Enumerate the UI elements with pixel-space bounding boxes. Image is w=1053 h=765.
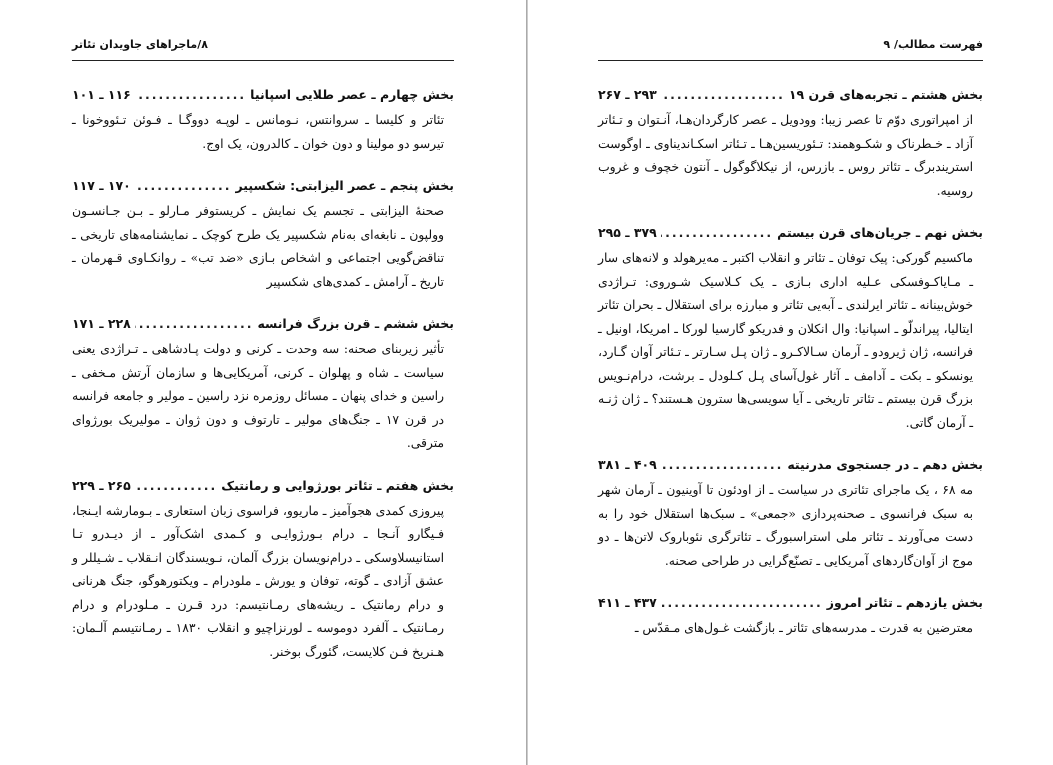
- running-head-right: فهرست مطالب/ ۹: [883, 38, 983, 51]
- left-page: [0, 0, 526, 765]
- section-body: از امپراتوری دوّم تا عصر زیبا: وودویل ـ عصر کارگردان‌هـا، آنـتوان و تـئاتر آزاد ـ خـطرناک و شکـوهمند: تـئوریسین‌هـا ـ تـئاتر اسکـاندیناوی ـ اوگوست استریندبرگ ـ تئاتر روس ـ بازرس، از نیکلاگوگول ـ آنتون خچوف و غروب روسیه.: [598, 113, 973, 198]
- toc-section: [598, 593, 983, 641]
- section-heading: [598, 593, 983, 613]
- section-body: پیروزی کمدی هجوآمیز ـ ماریوو، فراسوی زبان استعاری ـ بـومارشه ایـنجا، فـیگارو آنـجا ـ درام بـورژوایـی و کـمدی اشک‌آور ـ از دیـدرو تـا استانیسلاوسکی ـ درام‌نویسان بزرگ آلمان، نـویسندگان انـقلاب ـ شـیللر و عشق آزادی ـ گوته، توفان و یورش ـ ملودرام ـ ویکتورهوگو، جنگ هرنانی و درام رمانتیک ـ ریشه‌های رمـانتیسم: درد قـرن ـ مـلودرام و درام رمـانتیک ـ آلفرد دوموسه ـ لورنزاچیو و انقلاب ۱۸۳۰ ـ رمـانتیسم آلـمان: هـنریخ فـن کلایست، گئورگ بوخنر.: [72, 503, 444, 659]
- page-range: ۲۲۸ ـ ۱۷۱: [72, 316, 131, 331]
- page-range: ۲۶۵ ـ ۲۲۹: [72, 477, 131, 493]
- section-title: بخش هفتم ـ تئاتر بورژوایی و رمانتیک: [221, 477, 454, 493]
- section-body: معترضین به قدرت ـ مدرسه‌های تئاتر ـ بازگشت غـول‌های مـقدّس ـ: [634, 621, 973, 635]
- section-body: ماکسیم گورکی: پیک توفان ـ تئاتر و انقلاب اکتبر ـ مه‌یرهولد و لانه‌های سار ـ مـایاکـوفسکی عـلیه اداری بـازی ـ یک کـلاسیک شـوروی: تـراژدی خوش‌بینانه ـ تئاتر ایرلندی ـ آبه‌یی تئاتر و مبارزه برای استقلال ـ بحران تئاتر ایتالیا، پیراندلّو ـ اسپانیا: وال انکلان و فدریکو گارسیا لورکا ـ امریکا، اونیل ـ فرانسه، ژان ژیرودو ـ آرمان سـالاکـرو ـ ژان پـل سـارتر ـ تـئاتر آوان گـارد، یونسکو ـ بکت ـ آدامف ـ آثار غول‌آسای پـل کـلودل ـ برشت، درام‌نـویس بزرگ قرن بیستم ـ تئاتر تاریخی ـ آیا سویسی‌ها سترون هـستند؟ ـ ژان ژنـه ـ آرمان گاتی.: [598, 251, 973, 430]
- page-range: ۱۷۰ ـ ۱۱۷: [72, 178, 131, 193]
- leader-dots: [135, 85, 246, 105]
- right-page: [526, 0, 1053, 765]
- page-range: ۴۰۹ ـ ۳۸۱: [598, 457, 657, 472]
- page-range: ۱۱۶ ـ ۱۰۱: [72, 87, 131, 102]
- leader-dots: [661, 223, 773, 243]
- section-heading: [598, 223, 983, 243]
- leader-dots: [135, 176, 232, 196]
- toc-section: [72, 85, 454, 156]
- running-head-left: ۸/ماجراهای جاویدان تئاتر: [72, 38, 208, 51]
- toc-section: [72, 314, 454, 456]
- section-body: تئاتر و کلیسا ـ سروانتس، نـومانس ـ لوپـه دووگـا ـ فـوئن تـئووخونا ـ تیرسو دو مولینا و دون خوان ـ کالدرون، یک اوج.: [72, 113, 444, 151]
- section-heading: [72, 85, 454, 105]
- page-range: ۴۳۷ ـ ۴۱۱: [598, 595, 657, 610]
- section-title: بخش چهارم ـ عصر طلایی اسپانیا: [250, 87, 454, 102]
- section-body: مه ۶۸ ، یک ماجرای تئاتری در سیاست ـ از اودئون تا آوینیون ـ آرمان شهر به سبک فرانسوی ـ صحنه‌پردازی «جمعی» ـ سبک‌ها استقلال خود را به دست می‌آورند ـ تئاتر ملی استراسبورگ ـ تئاترگری نئوباروک لاتن‌ها ـ دو موج از آوان‌گاردهای آمریکایی ـ تصنّع‌گرایی در طراحی صحنه.: [598, 483, 973, 568]
- section-title: بخش یازدهم ـ تئاتر امروز: [826, 595, 983, 610]
- toc-section: [72, 476, 454, 665]
- section-title: بخش هشتم ـ تجربه‌های قرن ۱۹: [788, 87, 983, 102]
- section-body: صحنهٔ الیزابتی ـ تجسم یک نمایش ـ کریستوفر مـارلو ـ بـن جـانسـون وولپون ـ نابغه‌ای به‌نام شکسپیر یک طرح کوچک ـ نمایشنامه‌های تاریخی ـ تناقض‌گویی اجتماعی و اشخاص بـازی «ضد تب» ـ روانکـاوی قـهرمان ـ تاریخ ـ آرامش ـ کمدی‌های شکسپیر: [72, 204, 444, 289]
- leader-dots: [661, 85, 785, 105]
- toc-section: [598, 85, 983, 203]
- section-title: بخش پنجم ـ عصر الیزابتی: شکسپیر: [235, 178, 454, 193]
- header-rule: [598, 60, 983, 61]
- header-rule: [72, 60, 454, 61]
- section-title: بخش دهم ـ در جستجوی مدرنیته: [787, 457, 983, 472]
- leader-dots: [661, 593, 823, 613]
- section-heading: [72, 476, 454, 496]
- section-title: بخش نهم ـ جریان‌های قرن بیستم: [777, 225, 983, 240]
- section-body: تأثیر زیربنای صحنه: سه وحدت ـ کرنی و دولت پـادشاهی ـ تـراژدی یعنی سیاست ـ شاه و پهلوان ـ کرنی، آمریکایی‌ها و سازمان آرتش مـخفی ـ راسین و خدای پنهان ـ مسائل روزمره نزد راسین ـ مولیر و جامعه فرانسه در قرن ۱۷ ـ جنگ‌های مولیر ـ تارتوف و دون ژوان ـ مولیریک بورژوای مترقی.: [72, 342, 444, 450]
- leader-dots: [135, 476, 218, 496]
- toc-section: [72, 176, 454, 294]
- section-heading: [598, 455, 983, 475]
- toc-section: [598, 223, 983, 435]
- leader-dots: [135, 314, 254, 334]
- section-heading: [72, 176, 454, 196]
- page-range: ۲۹۳ ـ ۲۶۷: [598, 87, 657, 102]
- section-heading: [72, 314, 454, 334]
- page-range: ۳۷۹ ـ ۲۹۵: [598, 225, 657, 240]
- toc-section: [598, 455, 983, 573]
- section-heading: [598, 85, 983, 105]
- section-title: بخش ششم ـ قرن بزرگ فرانسه: [257, 316, 454, 331]
- leader-dots: [661, 455, 784, 475]
